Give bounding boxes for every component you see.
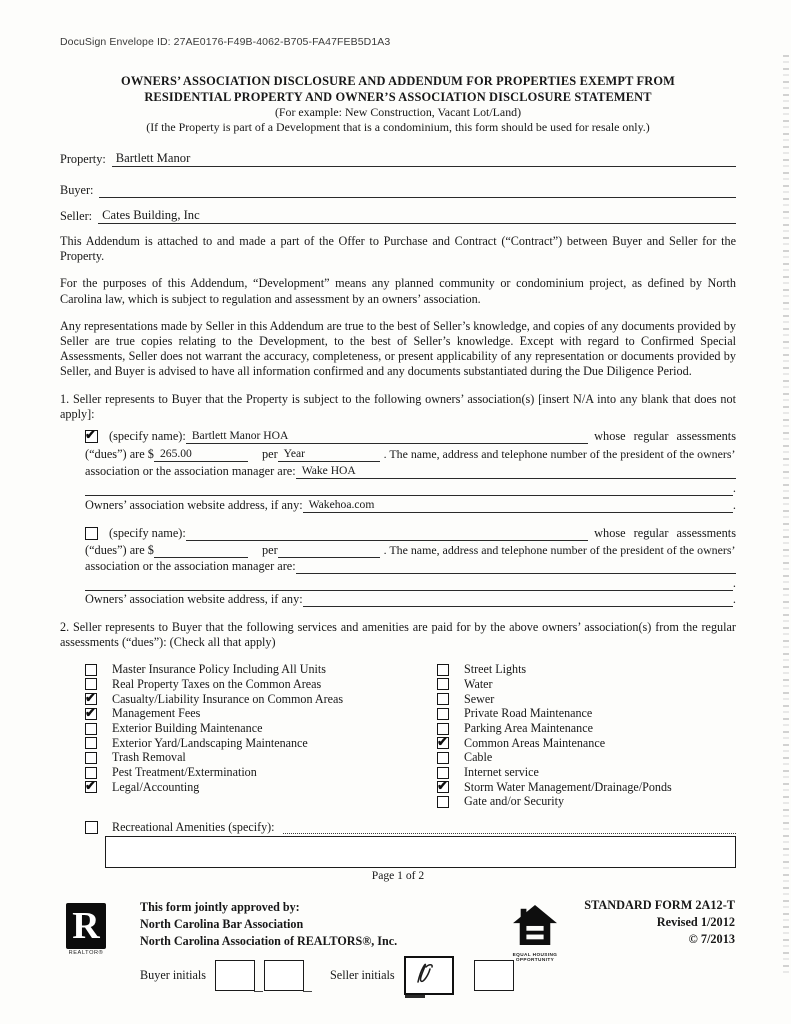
checkbox[interactable] bbox=[85, 708, 97, 720]
website-label: Owners’ association website address, if any: bbox=[85, 592, 303, 607]
service-item bbox=[85, 707, 437, 722]
service-label: Master Insurance Policy Including All Units bbox=[112, 662, 326, 677]
title-line-1: OWNERS’ ASSOCIATION DISCLOSURE AND ADDENDUM FOR PROPERTIES EXEMPT FROM bbox=[121, 74, 675, 88]
website-field[interactable]: Wakehoa.com bbox=[303, 497, 733, 513]
checkbox[interactable] bbox=[85, 752, 97, 764]
realtor-logo bbox=[64, 903, 108, 956]
buyer-field[interactable] bbox=[99, 183, 736, 198]
service-label: Sewer bbox=[464, 691, 495, 706]
checkbox[interactable] bbox=[437, 708, 449, 720]
paragraph-addendum: This Addendum is attached to and made a part of the Offer to Purchase and Contract (“Contract”) between Buyer and Seller for the Property. bbox=[60, 234, 736, 264]
service-item bbox=[85, 692, 437, 707]
seller-row bbox=[60, 208, 736, 224]
service-label: Management Fees bbox=[112, 706, 201, 721]
checkbox[interactable] bbox=[85, 664, 97, 676]
manager-label: association or the association manager are: bbox=[85, 464, 296, 479]
buyer-initials-box-2[interactable] bbox=[264, 960, 304, 991]
section2-intro: 2. Seller represents to Buyer that the following services and amenities are paid for by the above owners’ association(s) from the regular assessments (“dues”): (Check all that apply) bbox=[60, 620, 736, 650]
service-item bbox=[85, 721, 437, 736]
dues-label: (“dues”) are $ bbox=[85, 542, 154, 557]
service-item bbox=[437, 765, 672, 780]
association-checkbox[interactable] bbox=[85, 430, 98, 443]
equal-housing-caption-2: OPPORTUNITY bbox=[515, 957, 555, 963]
website-row bbox=[85, 592, 736, 607]
service-label: Real Property Taxes on the Common Areas bbox=[112, 676, 322, 691]
per-label: per bbox=[261, 446, 278, 461]
equal-housing-icon bbox=[512, 904, 558, 946]
title-line-3: (For example: New Construction, Vacant Lot/Land) bbox=[274, 105, 522, 119]
recreational-amenities-row bbox=[85, 820, 736, 835]
service-item bbox=[437, 736, 672, 751]
service-label: Casualty/Liability Insurance on Common Areas bbox=[112, 691, 344, 706]
recreational-dotted-line bbox=[283, 821, 736, 834]
seller-initials-box-1[interactable] bbox=[404, 956, 454, 995]
service-item bbox=[437, 780, 672, 795]
approval-line-3: North Carolina Association of REALTORS®, Inc. bbox=[140, 934, 398, 948]
service-label: Pest Treatment/Extermination bbox=[112, 765, 257, 780]
service-label: Cable bbox=[464, 750, 493, 765]
standard-form-title: STANDARD FORM 2A12-T bbox=[584, 898, 735, 912]
manager-continuation-field[interactable] bbox=[85, 576, 733, 591]
seller-initials-label: Seller initials bbox=[330, 968, 395, 982]
period: . bbox=[732, 498, 736, 513]
service-item bbox=[85, 780, 437, 795]
service-label: Common Areas Maintenance bbox=[464, 735, 606, 750]
dues-period-field[interactable]: Year bbox=[278, 446, 380, 462]
service-label: Parking Area Maintenance bbox=[464, 721, 593, 736]
seller-field[interactable]: Cates Building, Inc bbox=[98, 208, 736, 224]
approval-line-2: North Carolina Bar Association bbox=[140, 917, 304, 931]
service-label: Private Road Maintenance bbox=[464, 706, 593, 721]
approval-line-1: This form jointly approved by: bbox=[140, 900, 300, 914]
checkbox[interactable] bbox=[85, 767, 97, 779]
standard-form-revised: Revised 1/2012 bbox=[656, 914, 735, 929]
website-field[interactable] bbox=[303, 592, 733, 607]
manager-row bbox=[85, 463, 736, 479]
checkbox[interactable] bbox=[437, 767, 449, 779]
buyer-label: Buyer: bbox=[60, 183, 94, 197]
service-item bbox=[85, 662, 437, 677]
president-tail-label: . The name, address and telephone number of the president of the owners’ bbox=[383, 446, 736, 461]
paragraph-representations: Any representations made by Seller in this Addendum are true to the best of Seller’s knowledge, and copies of any documents provided by Seller are true copies relating to the Development, to the best of Seller’s knowledge. Except with regard to Confirmed Special Assessments, Seller does not warrant the accuracy, completeness, or present applicability of any representation or documents provided by Seller, and Buyer is advised to have all information confirmed and any documents substantiated during the Due Diligence Period. bbox=[60, 318, 736, 379]
service-item bbox=[437, 692, 672, 707]
docusign-envelope-id: DocuSign Envelope ID: 27AE0176-F49B-4062-B705-FA47FEB5D1A3 bbox=[60, 36, 391, 48]
specify-name-row bbox=[85, 428, 736, 444]
association-checkbox[interactable] bbox=[85, 527, 98, 540]
manager-continuation-row bbox=[85, 576, 736, 591]
website-row bbox=[85, 497, 736, 513]
property-field[interactable]: Bartlett Manor bbox=[112, 151, 736, 167]
service-label: Storm Water Management/Drainage/Ponds bbox=[464, 779, 672, 794]
service-item bbox=[437, 677, 672, 692]
service-label: Street Lights bbox=[464, 662, 527, 677]
period: . bbox=[732, 480, 736, 495]
period: . bbox=[732, 575, 736, 590]
manager-continuation-row bbox=[85, 481, 736, 496]
service-label: Water bbox=[464, 676, 493, 691]
manager-field[interactable]: Wake HOA bbox=[296, 463, 736, 479]
services-column-left bbox=[85, 662, 437, 809]
service-item bbox=[437, 721, 672, 736]
approval-text bbox=[140, 899, 397, 950]
whose-assessments-label: whose regular assessments bbox=[594, 429, 736, 444]
service-item bbox=[85, 765, 437, 780]
initials-row bbox=[140, 956, 514, 995]
checkbox[interactable] bbox=[437, 664, 449, 676]
whose-assessments-label: whose regular assessments bbox=[594, 526, 736, 541]
service-item bbox=[85, 751, 437, 766]
specify-name-row bbox=[85, 526, 736, 541]
service-label: Internet service bbox=[464, 765, 539, 780]
association-name-field[interactable]: Bartlett Manor HOA bbox=[186, 428, 588, 444]
service-item bbox=[437, 662, 672, 677]
checkbox[interactable] bbox=[85, 693, 97, 705]
service-item bbox=[437, 751, 672, 766]
specify-name-label: (specify name): bbox=[109, 526, 186, 541]
period: . bbox=[732, 592, 736, 607]
manager-row bbox=[85, 559, 736, 574]
association-name-field[interactable] bbox=[186, 526, 588, 541]
dues-period-field[interactable] bbox=[278, 543, 380, 558]
realtor-logo-caption: REALTOR® bbox=[68, 950, 104, 956]
association-block-2 bbox=[85, 526, 736, 607]
buyer-initials-label: Buyer initials bbox=[140, 968, 207, 982]
seller-initials-box-2[interactable] bbox=[474, 960, 514, 991]
checkbox[interactable] bbox=[437, 737, 449, 749]
checkbox[interactable] bbox=[437, 781, 449, 793]
checkbox[interactable] bbox=[437, 678, 449, 690]
checkbox[interactable] bbox=[437, 693, 449, 705]
title-line-4: (If the Property is part of a Development that is a condominium, this form should be used for resale only.) bbox=[146, 120, 650, 134]
manager-field[interactable] bbox=[296, 559, 736, 574]
checkbox[interactable] bbox=[437, 752, 449, 764]
dues-amount-field[interactable] bbox=[154, 543, 248, 558]
property-label: Property: bbox=[60, 152, 106, 166]
scan-noise-strip bbox=[783, 55, 789, 974]
service-label: Trash Removal bbox=[112, 750, 186, 765]
checkbox[interactable] bbox=[85, 737, 97, 749]
association-block-1 bbox=[85, 428, 736, 513]
equal-housing-logo bbox=[502, 904, 568, 963]
service-item bbox=[437, 707, 672, 722]
services-column-right bbox=[437, 662, 672, 809]
service-item bbox=[85, 736, 437, 751]
service-label: Exterior Building Maintenance bbox=[112, 721, 263, 736]
service-label: Gate and/or Security bbox=[464, 794, 565, 809]
checkbox[interactable] bbox=[85, 781, 97, 793]
form-footer bbox=[0, 896, 791, 1024]
seller-label: Seller: bbox=[60, 209, 93, 223]
buyer-initials-box-1[interactable] bbox=[215, 960, 255, 991]
manager-continuation-field[interactable] bbox=[85, 481, 733, 496]
form-title bbox=[60, 73, 736, 135]
dues-amount-field[interactable]: 265.00 bbox=[154, 446, 248, 462]
page-number: Page 1 of 2 bbox=[371, 869, 425, 883]
standard-form-block bbox=[584, 897, 735, 947]
dues-row bbox=[85, 446, 736, 462]
recreational-specify-box[interactable] bbox=[105, 836, 736, 868]
seller-initials-signature bbox=[406, 958, 444, 988]
checkbox[interactable] bbox=[85, 723, 97, 735]
service-item bbox=[437, 795, 672, 810]
website-label: Owners’ association website address, if any: bbox=[85, 498, 303, 513]
paragraph-development: For the purposes of this Addendum, “Development” means any planned community or condominium project, as defined by North Carolina law, which is subject to regulation and assessment by an owners’ association. bbox=[60, 276, 736, 306]
service-item bbox=[85, 677, 437, 692]
property-row bbox=[60, 151, 736, 167]
section1-intro: 1. Seller represents to Buyer that the Property is subject to the following owners’ association(s) [insert N/A into any blank that does not apply]: bbox=[60, 391, 736, 421]
realtor-logo-icon: R bbox=[66, 903, 106, 949]
checkbox[interactable] bbox=[437, 796, 449, 808]
standard-form-copyright: © 7/2013 bbox=[688, 931, 735, 946]
checkbox[interactable] bbox=[437, 723, 449, 735]
equal-housing-caption-1: EQUAL HOUSING bbox=[512, 952, 558, 957]
dues-label: (“dues”) are $ bbox=[85, 446, 154, 461]
checkbox[interactable] bbox=[85, 678, 97, 690]
dues-row bbox=[85, 543, 736, 558]
service-label: Legal/Accounting bbox=[112, 779, 200, 794]
service-label: Exterior Yard/Landscaping Maintenance bbox=[112, 735, 308, 750]
president-tail-label: . The name, address and telephone number of the president of the owners’ bbox=[383, 542, 736, 557]
specify-name-label: (specify name): bbox=[109, 429, 186, 444]
per-label: per bbox=[261, 542, 278, 557]
buyer-row bbox=[60, 183, 736, 198]
manager-label: association or the association manager are: bbox=[85, 559, 296, 574]
recreational-label: Recreational Amenities (specify): bbox=[112, 820, 275, 835]
services-checklist bbox=[85, 662, 736, 809]
title-line-2: RESIDENTIAL PROPERTY AND OWNER’S ASSOCIATION DISCLOSURE STATEMENT bbox=[144, 90, 652, 104]
checkbox[interactable] bbox=[85, 821, 98, 834]
